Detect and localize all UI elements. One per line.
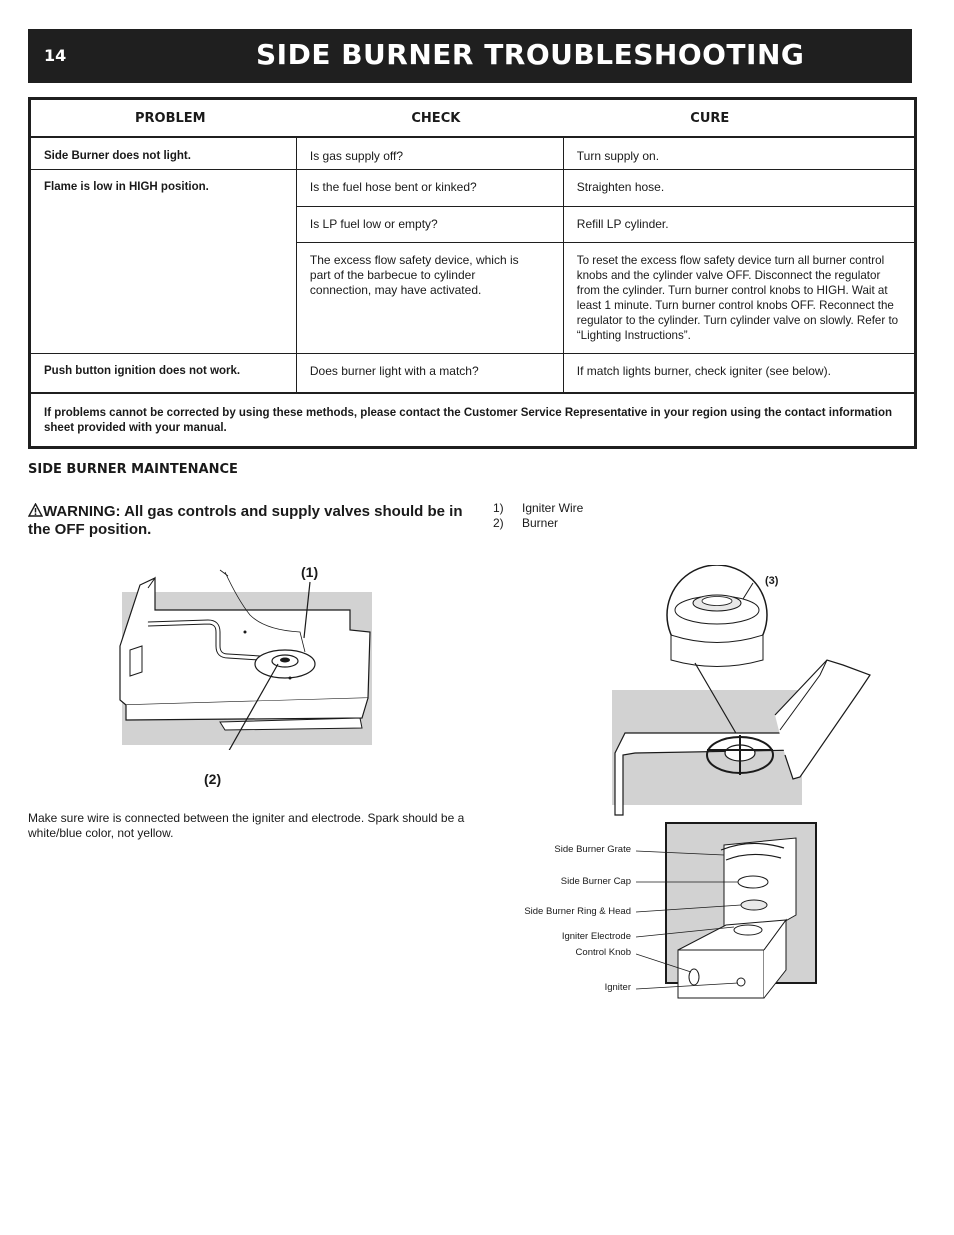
- figure-legend: [493, 501, 583, 531]
- problem-cell: Side Burner does not light.: [30, 137, 297, 170]
- problem-cell: Push button ignition does not work.: [30, 354, 297, 394]
- cure-cell: To reset the excess flow safety device turn all burner control knobs and the cylinder valve OFF. Disconnect the regulator from the cylinder. Turn burner control knobs to HIGH. Wait at least 1 minute. Turn burner control knobs OFF. Reconnect the regulator to the cylinder. Turn cylinder valve on slowly. Refer to “Lighting Instructions”.: [563, 243, 915, 354]
- cure-cell: If match lights burner, check igniter (see below).: [563, 354, 915, 394]
- problem-cell: Flame is low in HIGH position.: [30, 170, 297, 354]
- cure-cell: Straighten hose.: [563, 170, 915, 207]
- warning-label: WARNING: All gas controls and supply valves should be in the OFF position.: [28, 503, 463, 538]
- cure-cell: Turn supply on.: [563, 137, 915, 170]
- part-label-grate: Side Burner Grate: [554, 844, 631, 855]
- part-label-cap: Side Burner Cap: [560, 876, 631, 887]
- table-row: [30, 170, 916, 207]
- callout-3: (3): [765, 575, 779, 587]
- part-label-igniter: Igniter: [604, 982, 631, 993]
- troubleshooting-table: [28, 97, 917, 449]
- header-check: CHECK: [296, 99, 563, 138]
- note-text: Make sure wire is connected between the igniter and electrode. Spark should be a white/blue color, not yellow.: [28, 811, 465, 840]
- section-heading: SIDE BURNER MAINTENANCE: [28, 462, 238, 477]
- legend-label: Burner: [522, 516, 559, 530]
- check-cell: Is the fuel hose bent or kinked?: [296, 170, 563, 207]
- table-row: [30, 137, 916, 170]
- table-row: [30, 354, 916, 394]
- page-title: SIDE BURNER TROUBLESHOOTING: [256, 38, 805, 71]
- table-footer-note: If problems cannot be corrected by using these methods, please contact the Customer Service Representative in your region using the contact information sheet provided with your manual.: [30, 393, 916, 448]
- side-burner-illustration: [605, 565, 885, 820]
- legend-number: 2): [493, 516, 504, 530]
- check-cell: The excess flow safety device, which is part of the barbecue to cylinder connection, may have activated.: [296, 243, 563, 354]
- legend-item: [493, 501, 583, 516]
- burner-tray-illustration: [100, 560, 390, 750]
- page-number: 14: [44, 46, 67, 65]
- check-cell: Does burner light with a match?: [296, 354, 563, 394]
- header-cure: CURE: [563, 99, 915, 138]
- part-label-electrode: Igniter Electrode: [561, 931, 631, 942]
- cure-cell: Refill LP cylinder.: [563, 207, 915, 243]
- table-header-row: [30, 99, 916, 138]
- part-label-ring-head: Side Burner Ring & Head: [524, 906, 631, 917]
- header-problem: PROBLEM: [30, 99, 297, 138]
- page-header: [28, 29, 912, 83]
- warning-text: [28, 503, 478, 539]
- legend-label: Igniter Wire: [522, 501, 584, 515]
- warning-triangle-icon: [28, 503, 43, 517]
- legend-item: [493, 516, 583, 531]
- table-footer-row: [30, 393, 916, 448]
- legend-number: 1): [493, 501, 504, 515]
- callout-1: (1): [301, 564, 319, 580]
- exploded-parts-illustration: [636, 820, 818, 1005]
- check-cell: Is gas supply off?: [296, 137, 563, 170]
- part-label-knob: Control Knob: [575, 947, 631, 958]
- check-cell: Is LP fuel low or empty?: [296, 207, 563, 243]
- callout-2: (2): [204, 771, 222, 787]
